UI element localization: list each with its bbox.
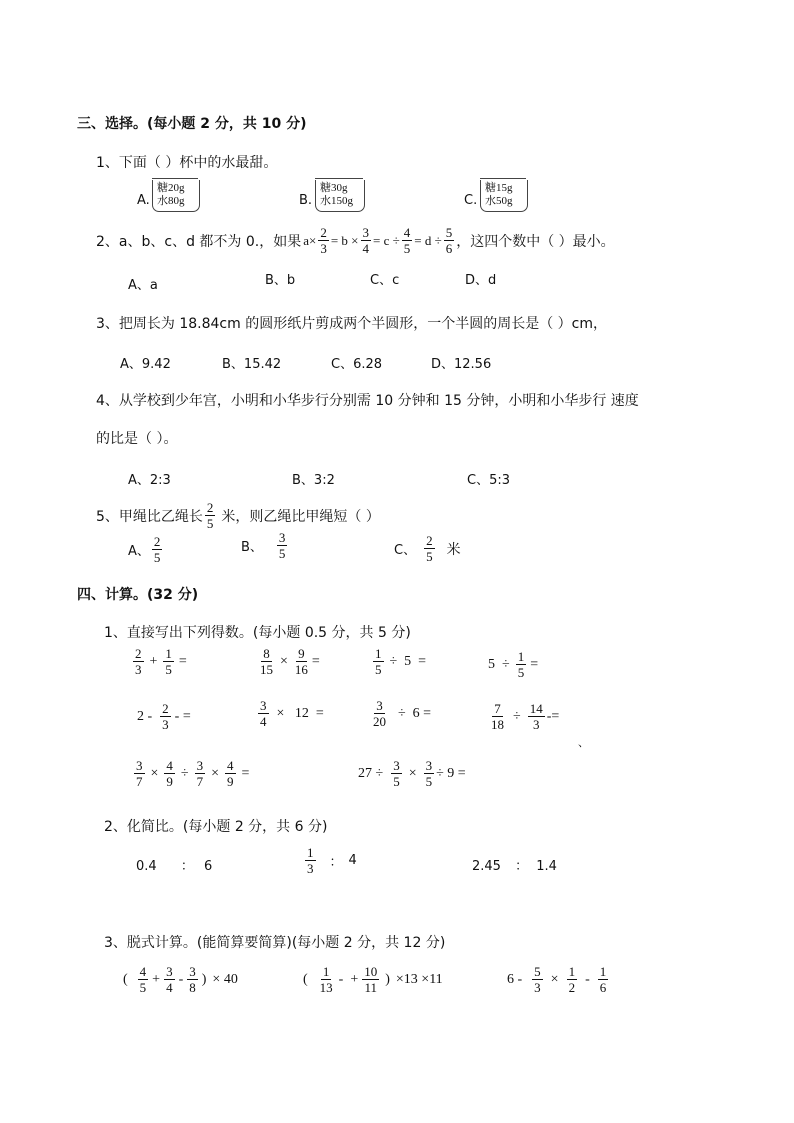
stepcalc-1 xyxy=(123,964,238,995)
numerator: 4 xyxy=(139,964,147,979)
fraction xyxy=(391,758,402,789)
q5-prefix: 5、甲绳比乙绳长 xyxy=(96,508,203,525)
denominator: 5 xyxy=(165,662,172,677)
part1-title: 1、直接写出下列得数。(每小题 0.5 分，共 5 分) xyxy=(104,625,411,641)
denominator: 11 xyxy=(364,980,377,995)
part2-title: 2、化简比。(每小题 2 分，共 6 分) xyxy=(104,819,328,835)
operator: + xyxy=(152,971,161,987)
q3-option-b[interactable]: B、15.42 xyxy=(222,357,282,372)
ratio-colon: ： xyxy=(329,855,343,870)
denominator: 15 xyxy=(260,662,273,677)
q5-option-c[interactable] xyxy=(394,533,461,564)
numerator: 5 xyxy=(445,225,453,240)
operator: + xyxy=(149,653,158,669)
denominator: 6 xyxy=(445,241,453,256)
denominator: 5 xyxy=(278,546,286,561)
expression-rest: × 12 = xyxy=(276,705,324,721)
q5-option-b-label: B、 xyxy=(241,540,263,555)
denominator: 3 xyxy=(162,717,169,732)
q2-suffix: ，这四个数中（ ）最小。 xyxy=(456,233,615,250)
numerator: 8 xyxy=(263,646,270,661)
cup-c xyxy=(480,180,528,212)
fraction xyxy=(489,701,506,732)
cup-a-sugar: 糖20g xyxy=(157,182,185,194)
denominator: 5 xyxy=(403,241,411,256)
ratio-colon: ： xyxy=(515,859,529,874)
expression-pre: 5 ÷ xyxy=(488,656,510,672)
operator: - xyxy=(178,971,184,987)
section3-title: 三、选择。(每小题 2 分，共 10 分) xyxy=(77,116,307,132)
numerator: 3 xyxy=(393,758,400,773)
denominator: 3 xyxy=(320,241,327,256)
denominator: 5 xyxy=(139,980,147,995)
ratio-3 xyxy=(472,855,557,874)
fraction xyxy=(598,964,609,995)
operator: × xyxy=(408,765,417,781)
q4-option-b[interactable]: B、3:2 xyxy=(292,473,335,488)
fraction xyxy=(163,646,174,677)
q5-option-b[interactable] xyxy=(241,530,289,561)
fraction xyxy=(225,758,236,789)
q2-eq1: = b × xyxy=(330,232,359,248)
q2-var-a: a xyxy=(303,232,309,248)
denominator: 3 xyxy=(534,980,541,995)
expression-pre: 2 - xyxy=(137,708,153,724)
fraction xyxy=(160,701,171,732)
ratio-term: 0.4 xyxy=(136,859,157,874)
numerator: 7 xyxy=(494,701,501,716)
numerator: 2 xyxy=(135,646,142,661)
operator: × xyxy=(550,971,559,987)
q3-option-c[interactable]: C、6.28 xyxy=(331,357,383,372)
q2-eq3: = d ÷ xyxy=(414,232,442,248)
expression-rest: ÷ 5 = xyxy=(389,653,427,669)
ratio-2 xyxy=(303,845,357,876)
operator: - xyxy=(585,971,590,987)
ratio-term: 6 xyxy=(203,859,213,874)
numerator: 10 xyxy=(364,964,378,979)
denominator: 5 xyxy=(426,549,433,564)
paren: ( xyxy=(303,971,308,987)
calc-r1-e2 xyxy=(256,646,320,677)
fraction xyxy=(195,758,206,789)
denominator: 5 xyxy=(375,662,382,677)
q4-line2: 的比是（ ）。 xyxy=(96,431,178,447)
numerator: 2 xyxy=(320,225,327,240)
q5-option-a-fraction xyxy=(152,534,163,565)
cup-a-water: 水80g xyxy=(157,195,185,207)
stepcalc-3 xyxy=(507,964,610,995)
q2-text xyxy=(96,225,615,256)
q2-option-d[interactable]: D、d xyxy=(465,273,497,288)
fraction xyxy=(187,964,198,995)
fraction xyxy=(258,646,275,677)
part3-title: 3、脱式计算。(能简算要简算)(每小题 2 分，共 12 分) xyxy=(104,935,446,951)
cup-b-sugar: 糖30g xyxy=(320,182,348,194)
numerator: 3 xyxy=(166,964,173,979)
fraction xyxy=(528,701,545,732)
q3-option-a[interactable]: A、9.42 xyxy=(120,357,171,372)
numerator: 14 xyxy=(529,701,543,716)
ratio-term: 4 xyxy=(348,853,357,868)
expression-pre: 6 - xyxy=(507,971,523,987)
q5-option-c-label: C、 xyxy=(394,543,417,558)
numerator: 5 xyxy=(534,964,541,979)
cup-c-water: 水50g xyxy=(485,195,513,207)
q5-text xyxy=(96,500,380,531)
q5-option-c-fraction xyxy=(424,533,435,564)
operator: - + xyxy=(338,971,359,987)
q3-text: 3、把周长为 18.84cm 的圆形纸片剪成两个半圆形，一个半圆的周长是（ ）cm， xyxy=(96,316,608,332)
q5-option-a[interactable] xyxy=(128,534,164,565)
denominator: 5 xyxy=(425,774,433,789)
denominator: 8 xyxy=(189,980,196,995)
fraction xyxy=(134,758,145,789)
denominator: 3 xyxy=(135,662,142,677)
q2-option-b[interactable]: B、b xyxy=(265,273,296,288)
q2-fraction-1 xyxy=(318,225,329,256)
numerator: 1 xyxy=(375,646,382,661)
operator: ÷ xyxy=(513,708,521,724)
fraction xyxy=(532,964,543,995)
denominator: 4 xyxy=(260,714,267,729)
equals: = xyxy=(530,656,539,672)
numerator: 4 xyxy=(166,758,173,773)
numerator: 3 xyxy=(278,530,286,545)
denominator: 3 xyxy=(532,717,540,732)
fraction xyxy=(133,646,144,677)
fraction xyxy=(258,698,269,729)
q2-fraction-3 xyxy=(402,225,413,256)
q2-option-a[interactable]: A、a xyxy=(128,278,158,293)
calc-r1-e4 xyxy=(488,649,538,680)
fraction xyxy=(373,646,384,677)
q2-option-c[interactable]: C、c xyxy=(370,273,400,288)
calc-r1-e3 xyxy=(371,646,426,677)
denominator: 9 xyxy=(227,774,234,789)
cup-a xyxy=(152,180,200,212)
fraction xyxy=(164,964,175,995)
q5-suffix: 米，则乙绳比甲绳短（ ） xyxy=(221,508,380,525)
numerator: 9 xyxy=(298,646,305,661)
calc-r2-e4 xyxy=(487,701,559,732)
q5-fraction xyxy=(205,500,216,531)
numerator: 3 xyxy=(425,758,433,773)
q4-line1: 4、从学校到少年宫，小明和小华步行分别需 10 分钟和 15 分钟，小明和小华步行 速度 xyxy=(96,393,639,409)
denominator: 3 xyxy=(307,861,314,876)
ratio-colon: ： xyxy=(180,859,194,874)
denominator: 16 xyxy=(294,662,308,677)
operator: × xyxy=(280,653,288,669)
expression-rest: ×13 ×11 xyxy=(395,971,443,987)
denominator: 5 xyxy=(517,665,525,680)
calc-r2-e2 xyxy=(256,698,324,729)
stepcalc-2 xyxy=(303,964,443,995)
fraction xyxy=(371,698,388,729)
q4-option-c[interactable]: C、5:3 xyxy=(467,473,510,488)
numerator: 4 xyxy=(403,225,411,240)
numerator: 3 xyxy=(260,698,267,713)
q1-option-c-label: C. xyxy=(464,193,478,208)
operator: ÷ xyxy=(180,765,189,781)
q2-fraction-4 xyxy=(444,225,455,256)
fraction xyxy=(318,964,335,995)
fraction xyxy=(293,646,310,677)
q5-option-b-fraction xyxy=(277,530,288,561)
paren: ( xyxy=(123,971,128,987)
fraction xyxy=(516,649,527,680)
denominator: 9 xyxy=(166,774,173,789)
denominator: 2 xyxy=(568,980,576,995)
ratio-term: 1.4 xyxy=(536,859,557,874)
fraction xyxy=(567,964,578,995)
q3-option-d[interactable]: D、12.56 xyxy=(431,357,492,372)
calc-r2-e1 xyxy=(137,701,191,732)
numerator: 2 xyxy=(206,500,214,515)
denominator: 4 xyxy=(166,980,173,995)
paren: ) xyxy=(201,971,207,987)
cup-b xyxy=(315,180,365,212)
cup-c-sugar: 糖15g xyxy=(485,182,513,194)
q5-option-c-unit: 米 xyxy=(446,541,461,558)
q4-option-a[interactable]: A、2:3 xyxy=(128,473,171,488)
q2-times: × xyxy=(309,232,317,248)
calc-r1-e1 xyxy=(131,646,187,677)
numerator: 1 xyxy=(599,964,607,979)
calc-r3-e1 xyxy=(132,758,249,789)
operator: × xyxy=(211,765,219,781)
cup-b-water: 水150g xyxy=(320,195,353,207)
ratio-term: 2.45 xyxy=(472,859,501,874)
denominator: 18 xyxy=(491,717,504,732)
stray-mark: 、 xyxy=(578,737,589,749)
denominator: 5 xyxy=(153,550,161,565)
operator: × xyxy=(150,765,159,781)
expression-rest: ÷ 9 = xyxy=(436,765,466,781)
fraction xyxy=(424,758,435,789)
denominator: 7 xyxy=(136,774,143,789)
numerator: 3 xyxy=(362,225,370,240)
paren: ) xyxy=(385,971,390,987)
numerator: 3 xyxy=(189,964,196,979)
q1-option-a-label: A. xyxy=(137,193,150,208)
equals: -= xyxy=(546,708,560,724)
q5-option-a-label: A、 xyxy=(128,544,150,559)
denominator: 5 xyxy=(206,516,214,531)
denominator: 5 xyxy=(393,774,400,789)
numerator: 1 xyxy=(568,964,576,979)
calc-r3-e2 xyxy=(358,758,466,789)
q2-prefix: 2、a、b、c、d 都不为 0.，如果 xyxy=(96,233,302,250)
numerator: 3 xyxy=(136,758,143,773)
fraction xyxy=(305,845,316,876)
fraction xyxy=(362,964,379,995)
q1-option-b-label: B. xyxy=(299,193,313,208)
numerator: 3 xyxy=(376,698,383,713)
numerator: 4 xyxy=(227,758,234,773)
q2-eq2: = c ÷ xyxy=(373,232,400,248)
denominator: 13 xyxy=(319,980,333,995)
denominator: 6 xyxy=(599,980,607,995)
numerator: 1 xyxy=(307,845,314,860)
calc-r2-e3 xyxy=(369,698,431,729)
equals: = xyxy=(311,653,320,669)
numerator: 1 xyxy=(165,646,172,661)
numerator: 1 xyxy=(517,649,525,664)
numerator: 1 xyxy=(322,964,330,979)
numerator: 3 xyxy=(196,758,204,773)
expression-pre: 27 ÷ xyxy=(358,765,384,781)
fraction xyxy=(138,964,149,995)
numerator: 2 xyxy=(426,533,433,548)
fraction xyxy=(164,758,175,789)
expression-rest: × 40 xyxy=(212,971,238,987)
q2-fraction-2 xyxy=(361,225,372,256)
numerator: 2 xyxy=(162,701,169,716)
ratio-1 xyxy=(136,855,212,874)
denominator: 20 xyxy=(373,714,386,729)
section4-title: 四、计算。(32 分) xyxy=(77,587,199,603)
denominator: 4 xyxy=(362,241,370,256)
equals: - = xyxy=(174,708,191,724)
q1-text: 1、下面（ ）杯中的水最甜。 xyxy=(96,155,278,171)
equals: = xyxy=(241,765,250,781)
numerator: 2 xyxy=(153,534,161,549)
expression-rest: ÷ 6 = xyxy=(398,705,432,721)
denominator: 7 xyxy=(196,774,204,789)
equals: = xyxy=(178,653,187,669)
